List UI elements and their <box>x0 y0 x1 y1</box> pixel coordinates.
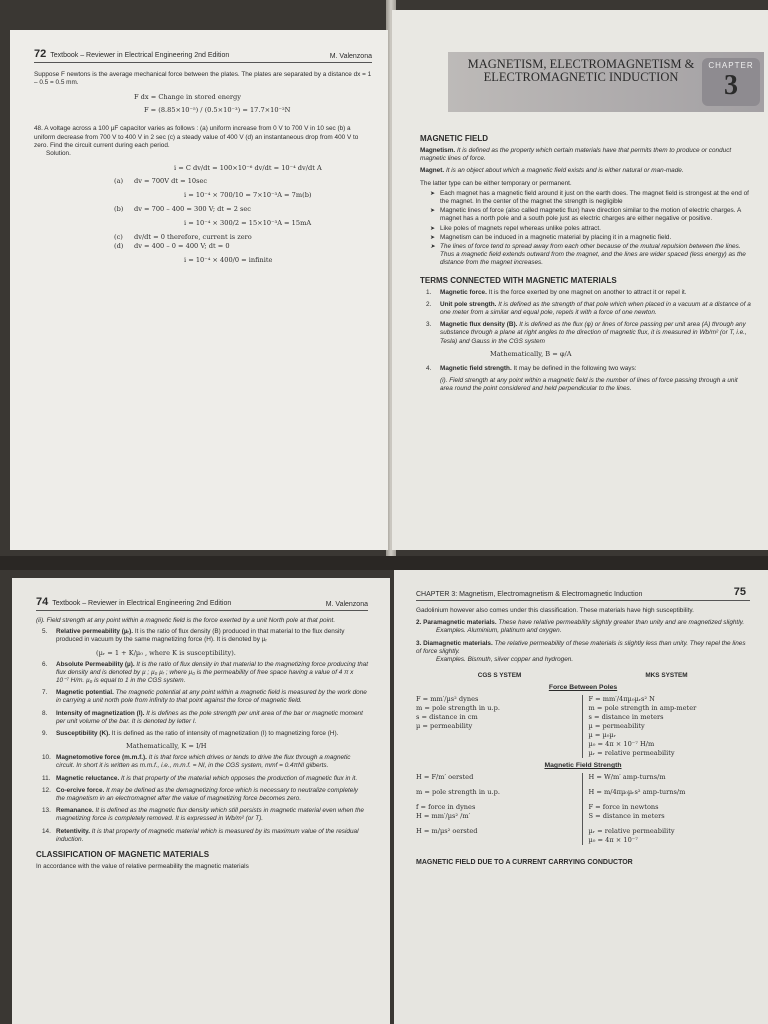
terms-list-2 <box>36 661 368 739</box>
header-chapter: CHAPTER 3: Magnetism, Electromagnetism & Electromagnetic Induction <box>416 591 643 598</box>
heading-field-strength: Magnetic Field Strength <box>544 762 622 770</box>
list-item: 12. Co-ercive force. It may be defined as the demagnetizing force which is necessary to neutralize completely the magnetism in an electromagnet after the value of magnetizing force becomes zero. <box>42 786 358 803</box>
list-item: 14. Retentivity. It is that property of magnetic material which is measured by its maximum value of the residual induction. <box>42 827 359 843</box>
h-mks-eq: H = W/m′ amp-turns/m <box>588 773 666 782</box>
step-b-result: i = 10⁻⁴ × 300/2 = 15×10⁻³A = 15mA <box>184 219 312 228</box>
chapter-title: MAGNETISM, ELECTROMAGNETISM & ELECTROMAGNETIC INDUCTION <box>467 57 695 84</box>
cgs-header: CGS S YSTEM <box>477 672 522 680</box>
list-item: 10. Magnetomotive force (m.m.f.). It is that force which drives or tends to drive the flux through a magnetic circuit. In short it is written as m.m.f., i.e., m.m.f. = NI, in the CGS system, mmf = 0.4πNI gilberts. <box>42 754 351 770</box>
h2-mks-eq: H = m/4πµ₀µᵣs² amp-turns/m <box>588 788 686 797</box>
term-diamagnetic: 3. Diamagnetic materials. <box>416 639 493 647</box>
h3-cgs-eq: H = mm′/µs² /m′ <box>416 812 471 821</box>
step-d-result: i = 10⁻⁴ × 400/0 = infinite <box>184 256 273 265</box>
def-diamagnetic: The relative permeability of these materials is slightly less than unity. They repel the lines of force slightly. <box>416 639 746 655</box>
f-def-mks: F = force in newtons <box>588 803 659 812</box>
math-flux-density: Mathematically, B = φ/A <box>490 349 572 358</box>
m2-cgs: m = pole strength in u.p. <box>416 788 500 797</box>
def-magnet: It is an object about which a magnetic field exists and is either natural or man-made. <box>445 167 684 175</box>
term-magnet: Magnet. <box>420 167 445 175</box>
para-examples: Examples. Aluminium, platinum and oxygen. <box>436 627 562 635</box>
list-item: 6. Absolute Permeability (µ). It is the ratio of flux density in that material to the magnetizing force producing that flux density and is denoted by µ ; µ₀ µᵣ ; where µ₀ is the permeability of free space having a value of 4 π x 10⁻⁷ H/m. µ₀ is equal to 1 in the CGS system. <box>42 660 369 685</box>
chapter-banner <box>448 52 764 112</box>
mu-eq: µ = µ₀µᵣ <box>588 731 617 740</box>
list-item: ➤ Like poles of magnets repel whereas unlike poles attract. <box>430 225 752 233</box>
list-item: 4. Magnetic field strength. It may be defined in the following two ways: <box>426 364 637 372</box>
equation-stored-energy: F dx = Change in stored energy <box>134 93 241 102</box>
heading-classification: CLASSIFICATION OF MAGNETIC MATERIALS <box>36 850 210 860</box>
s-cgs: s = distance in cm <box>416 713 478 722</box>
step-b: dv = 700 – 400 = 300 V; dt = 2 sec <box>134 205 251 214</box>
h-cgs-eq: H = F/m′ oersted <box>416 773 474 782</box>
term-magnetism: Magnetism. <box>420 147 456 154</box>
strength-mks-column <box>583 773 751 845</box>
list-item: 8. Intensity of magnetization (I). It is defines as the pole strength per unit area of the bar or magnetic moment per unit volume of the bar. It is denoted by letter I. <box>42 709 363 725</box>
force-cgs-eq: F = mm′/µs² dynes <box>416 695 479 704</box>
m-mks: m = pole strength in amp-meter <box>588 704 697 713</box>
step-c: dv/dt = 0 therefore, current is zero <box>134 233 252 242</box>
chapter-number: 3 <box>724 70 738 101</box>
list-item: 13. Remanance. It is defined as the magnetic flux density which still persists in magnetic material even when the magnetizing force is completely removed. It is expressed in Wb/m² (or T). <box>42 807 364 823</box>
h4-cgs-eq: H = m/µs² oersted <box>416 827 478 836</box>
f-def-cgs: f = force in dynes <box>416 803 476 812</box>
header-author: M. Valenzona <box>325 601 368 608</box>
mu-cgs: µ = permeability <box>416 722 473 731</box>
gadolinium-text: Gadolinium however also comes under this classification. These materials have high susceptibility. <box>416 607 694 614</box>
header-book: Textbook – Reviewer in Electrical Engineering 2nd Edition <box>52 600 232 607</box>
chapter-chip <box>702 58 760 106</box>
label-d: (d) <box>114 242 124 251</box>
running-header <box>36 596 368 611</box>
field-strength-ii: (ii). Field strength at any point within a magnetic field is the force exerted by a unit North pole at that point. <box>36 617 336 624</box>
classification-intro: In accordance with the value of relative permeability the magnetic materials <box>36 863 249 871</box>
mu02-eq: µ₀ = 4π × 10⁻⁷ <box>588 836 638 845</box>
list-item: 1. Magnetic force. It is the force exerted by one magnet on another to attract it or repel it. <box>426 288 687 296</box>
current-formula: i = C dv/dt = 100×10⁻⁶ dv/dt = 10⁻⁴ dv/dt A <box>174 164 322 173</box>
step-d: dv = 400 – 0 = 400 V; dt = 0 <box>134 242 230 251</box>
label-a: (a) <box>114 177 124 186</box>
header-author: M. Valenzona <box>329 53 372 60</box>
heading-terms: TERMS CONNECTED WITH MAGNETIC MATERIALS <box>420 275 617 285</box>
step-a: dv = 700V dt = 10sec <box>134 177 208 186</box>
problem-48: 48. A voltage across a 100 µF capacitor varies as follows : (a) uniform increase from 0 V to 700 V in 10 sec (b) a uniform decrease from 700 V to 400 V in 2 sec (c) a steady value of 400 V (d) an instantaneous drop from 400 V to zero. Find the circuit current during each period. <box>34 125 359 149</box>
list-item: 3. Magnetic flux density (B). It is defined as the flux (φ) or lines of force passing per unit area (A) through any substance through a plane at right angles to the direction of magnetic flux, it is measured in Wb/m² (or T, i.e., Tesla) and Gauss in the CGS system <box>426 321 747 345</box>
system-headers <box>416 672 750 680</box>
heading-force-between-poles: Force Between Poles <box>548 684 618 692</box>
header-book: Textbook – Reviewer in Electrical Engineering 2nd Edition <box>50 52 230 59</box>
latter-text: The latter type can be either temporary or permanent. <box>420 179 572 187</box>
force-mks-column <box>583 695 751 758</box>
solution-label: Solution. <box>46 150 71 158</box>
chapter-label: CHAPTER <box>708 61 754 70</box>
list-item: 5. Relative permeability (µᵣ). It is the ratio of flux density (B) produced in that material to the flux density produced in vacuum by the same magnetizing force (H). It is denoted by µᵣ <box>42 628 345 644</box>
mu0-eq: µ₀ = 4π × 10⁻⁷ H/m <box>588 740 655 749</box>
field-strength-table <box>416 773 750 845</box>
s-mks: s = distance in meters <box>588 713 664 722</box>
running-header <box>34 48 372 63</box>
terms-list <box>420 289 752 346</box>
strength-cgs-column <box>416 773 583 845</box>
force-mks-eq: F = mm′/4πµ₀µᵣs² N <box>588 695 655 704</box>
mu-mks: µ = permeability <box>588 722 645 731</box>
field-strength-i: (i). Field strength at any point within a magnetic field is the number of lines of force passing through a unit area round the point considered and held perpendicular to the lines. <box>440 377 738 393</box>
page-74 <box>12 578 390 1024</box>
term-paramagnetic: 2. Paramagnetic materials. <box>416 619 497 627</box>
mur2-def: µᵣ = relative permeability <box>588 827 675 836</box>
label-c: (c) <box>114 233 123 242</box>
terms-list-3 <box>36 754 368 844</box>
equation-force: F = (8.85×10⁻⁵) / (0.5×10⁻³) = 17.7×10⁻²N <box>144 106 291 115</box>
terms-list-cont <box>420 365 752 373</box>
m-cgs: m = pole strength in u.p. <box>416 704 500 713</box>
dia-examples: Examples. Bismuth, silver copper and hydrogen. <box>436 656 574 664</box>
list-item: 11. Magnetic reluctance. It is that property of the material which opposes the production of magnetic flux in it. <box>42 774 358 782</box>
list-item: ➤ The lines of force tend to spread away from each other because of the mutual repulsion between the lines. Thus a magnetic field extends outward from the magnet, and the lines are wider spaced (less energy) as the distance from the magnet increases. <box>430 243 752 268</box>
mur-def: µᵣ = relative permeability <box>588 749 675 758</box>
list-item: 9. Susceptibility (K). It is defined as the ratio of intensity of magnetization (I) to magnetizing force (H). <box>42 730 339 738</box>
relative-permeability-eq: (µᵣ = 1 + K/µ₀ , where K is susceptibility). <box>96 648 236 657</box>
def-magnetism: It is defined as the property which certain materials have that permits them to produce or conduct magnetic lines of force. <box>420 147 732 163</box>
magnet-bullets <box>420 190 752 268</box>
list-item: ➤ Magnetism can be induced in a magnetic material by placing it in a magnetic field. <box>430 234 752 242</box>
page-72 <box>10 30 388 550</box>
def-paramagnetic: These have relative permeability slightly greater than unity and are magnetized slightly. <box>498 619 745 627</box>
heading-current-conductor: MAGNETIC FIELD DUE TO A CURRENT CARRYING CONDUCTOR <box>416 859 633 867</box>
page-number: 75 <box>733 586 746 598</box>
heading-magnetic-field: MAGNETIC FIELD <box>420 134 488 143</box>
step-a-result: i = 10⁻⁴ × 700/10 = 7×10⁻³A = 7m(b) <box>184 191 312 200</box>
list-item: ➤ Magnetic lines of force (also called magnetic flux) have direction similar to the motion of electric charges. A magnet has a north pole and a south pole just as electric charges are either negative or positive. <box>430 207 752 223</box>
list-item: ➤ Each magnet has a magnetic field around it just on the earth does. The magnet field is strongest at the end of the magnet. In the center of the magnet the strength is negligible <box>430 190 752 206</box>
page-75 <box>394 570 768 1024</box>
force-table <box>416 695 750 758</box>
force-cgs-column <box>416 695 583 758</box>
label-b: (b) <box>114 205 124 214</box>
page-73 <box>392 10 768 550</box>
list-item: 2. Unit pole strength. It is defined as the strength of that pole which when placed in a vacuum at a distance of a one meter from a similar and equal pole, repels it with a force of one newton. <box>426 300 751 317</box>
list-item: 7. Magnetic potential. The magnetic potential at any point within a magnetic field is measured by the work done in carrying a unit north pole from infinity to that point against the force of magnetic field. <box>42 689 367 705</box>
running-header <box>416 586 750 601</box>
mks-header: MKS SYSTEM <box>645 672 688 680</box>
terms-list <box>36 628 368 644</box>
s-def-mks: S = distance in meters <box>588 812 665 821</box>
page-number: 74 <box>36 596 49 608</box>
photo-gap <box>0 556 768 570</box>
susceptibility-eq: Mathematically, K = I/H <box>126 742 207 751</box>
page-number: 72 <box>34 48 47 60</box>
intro-text: Suppose F newtons is the average mechanical force between the plates. The plates are separated by a distance dx = 1 – 0.5 = 0.5 mm. <box>34 71 372 87</box>
